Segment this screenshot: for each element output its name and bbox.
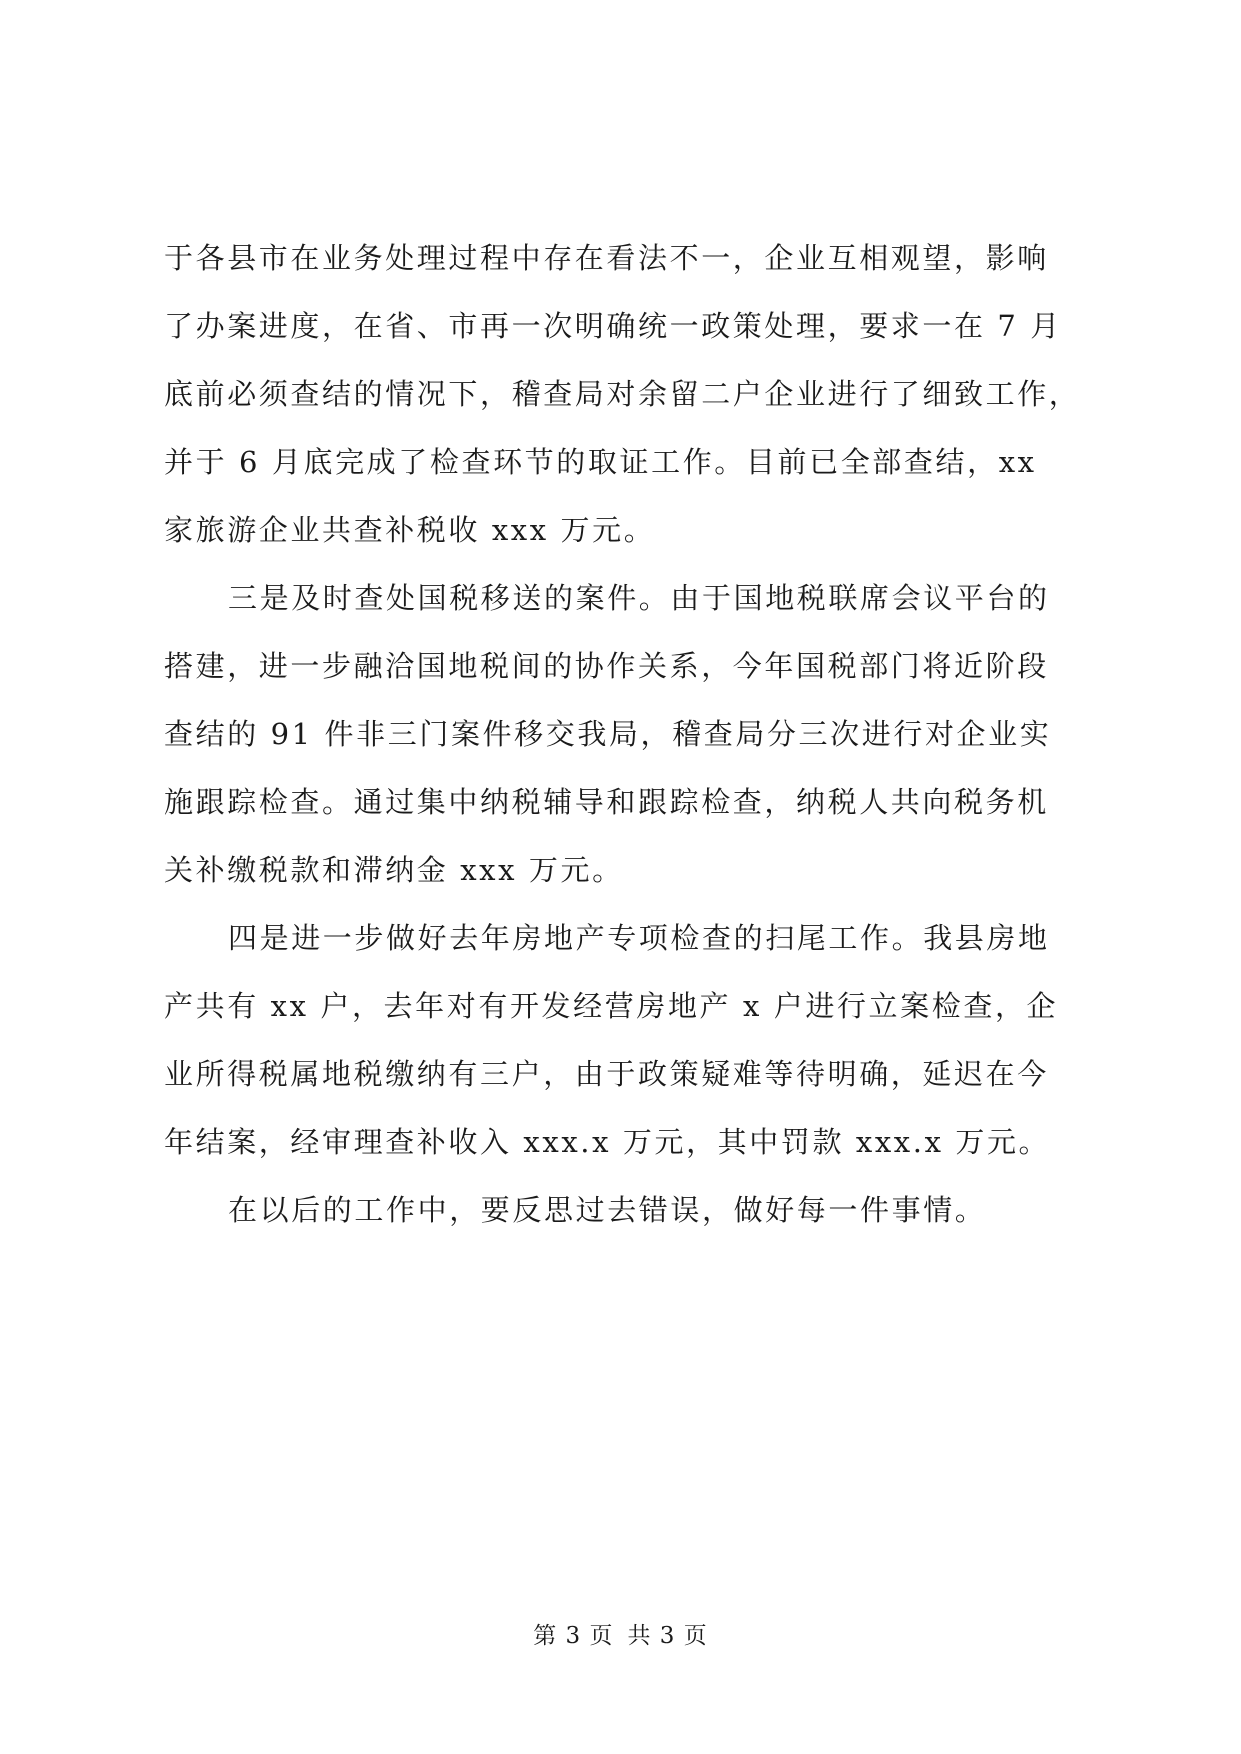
paragraph-line: 施跟踪检查。通过集中纳税辅导和跟踪检查，纳税人共向税务机 [164, 785, 1049, 819]
paragraph-line: 底前必须查结的情况下，稽查局对余留二户企业进行了细致工作， [164, 377, 1081, 411]
paragraph-line: 业所得税属地税缴纳有三户，由于政策疑难等待明确，延迟在今 [164, 1057, 1049, 1091]
paragraph-line: 查结的 91 件非三门案件移交我局，稽查局分三次进行对企业实 [164, 717, 1052, 751]
page-total: 共 3 页 [627, 1623, 708, 1649]
paragraph-line: 关补缴税款和滞纳金 xxx 万元。 [164, 853, 624, 887]
paragraph-line: 年结案，经审理查补收入 xxx.x 万元，其中罚款 xxx.x 万元。 [164, 1125, 1051, 1159]
paragraph-first-line: 四是进一步做好去年房地产专项检查的扫尾工作。我县房地 [228, 921, 1050, 955]
page-footer [0, 1620, 1241, 1652]
paragraph-line: 并于 6 月底完成了检查环节的取证工作。目前已全部查结，xx [164, 445, 1037, 479]
paragraph-line: 搭建，进一步融洽国地税间的协作关系，今年国税部门将近阶段 [164, 649, 1049, 683]
paragraph-first-line: 在以后的工作中，要反思过去错误，做好每一件事情。 [228, 1193, 987, 1227]
paragraph-line: 产共有 xx 户，去年对有开发经营房地产 x 户进行立案检查，企 [164, 989, 1059, 1023]
page-number: 第 3 页 [533, 1623, 614, 1649]
paragraph-line: 家旅游企业共查补税收 xxx 万元。 [164, 513, 656, 547]
paragraph-first-line: 三是及时查处国税移送的案件。由于国地税联席会议平台的 [228, 581, 1050, 615]
document-body [164, 224, 1124, 1244]
paragraph-line: 于各县市在业务处理过程中存在看法不一，企业互相观望，影响 [164, 241, 1049, 275]
paragraph-line: 了办案进度，在省、市再一次明确统一政策处理，要求一在 7 月 [164, 309, 1062, 343]
